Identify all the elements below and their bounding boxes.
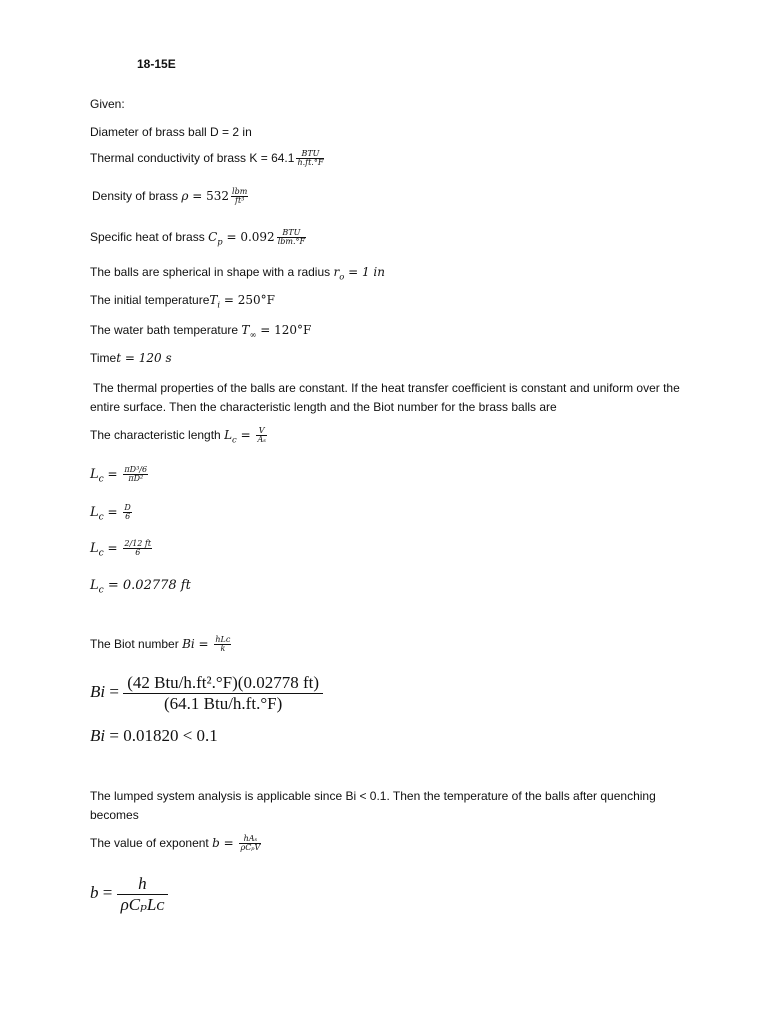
cp-value: = 0.092 (222, 230, 275, 245)
conductivity-unit: $\frac{\text{BTU}}{h.ft.^\circ F}$ (297, 149, 324, 168)
initial-temp-line (90, 293, 275, 309)
ti-value: = 250°F (220, 293, 276, 307)
lc-step-1: $L_c$ = $\frac{\text{πD³/6}}{\text{πD²}}$ (90, 465, 148, 485)
given-heading: Given: (90, 97, 125, 111)
bi-symbol: Bi (182, 637, 195, 652)
tinf-value: = 120°F (256, 323, 312, 337)
conductivity-line (90, 150, 326, 168)
specific-heat-line (90, 229, 308, 247)
biot-result: Bi = 0.01820 < 0.1 (90, 726, 218, 745)
biot-calculation: Bi = (42 Btu/h.ft².°F)(0.02778 ft) (64.1 Btu/h.ft.°F) (90, 673, 323, 715)
density-symbol: ρ (181, 189, 189, 204)
time-label: Time (90, 351, 117, 365)
diameter-line: Diameter of brass ball D = 2 in (90, 125, 252, 139)
lc-result: $L_c = 0.02778$ ft (90, 578, 191, 596)
time-symbol: t (116, 351, 122, 365)
cp-unit: $\frac{\text{BTU}}{\text{lbm.°F}}$ (277, 228, 306, 247)
radius-label: The balls are spherical in shape with a radius (90, 265, 331, 279)
assumption-paragraph: The thermal properties of the balls are constant. If the heat transfer coefficient is constant and uniform over the entire surface. Then the characteristic length and the Biot number for the brass balls are (90, 381, 680, 414)
lumped-paragraph: The lumped system analysis is applicable since Bi < 0.1. Then the temperature of the balls after quenching becomes (90, 789, 656, 822)
lc-step-2: $L_c$ = $\frac{D}{6}$ (90, 503, 131, 523)
lc-fraction: $\frac{V}{\text{Aₛ}}$ (257, 426, 266, 445)
exponent-fraction: $\frac{\text{hAₛ}}{\text{ρCₚV}}$ (240, 834, 261, 853)
exponent-definition: The value of exponent b = $\frac{\text{hAₛ}}{\text{ρCₚV}}$ (90, 834, 261, 853)
density-unit: $\frac{\text{lbm}}{\text{ft³}}$ (232, 187, 248, 206)
lc-symbol: $L_c$ (224, 428, 237, 445)
char-length-label: The characteristic length (90, 428, 221, 443)
problem-id: 18-15E (137, 57, 176, 71)
bath-temp-line (90, 323, 311, 339)
density-line (92, 188, 250, 206)
biot-label: The Biot number (90, 637, 179, 652)
density-label: Density of brass (92, 189, 179, 204)
radius-line (90, 265, 385, 281)
cp-symbol: $C_p$ (208, 230, 223, 247)
conductivity-label: Thermal conductivity of brass K = 64.1 (90, 151, 295, 166)
bath-temp-label: The water bath temperature (90, 323, 239, 337)
time-line (90, 351, 172, 365)
initial-temp-label: The initial temperature (90, 293, 210, 307)
biot-fraction: $\frac{\text{hLᴄ}}{k}$ (215, 635, 231, 654)
radius-value: = 1 in (344, 265, 385, 279)
biot-definition: The Biot number Bi = $\frac{\text{hLᴄ}}{k}$ (90, 635, 231, 654)
specific-heat-label: Specific heat of brass (90, 230, 205, 245)
density-value: = 532 (188, 189, 230, 204)
ti-symbol: $T_i$ (209, 293, 221, 310)
time-value: = 120 s (121, 351, 172, 365)
tinf-symbol: $T_\infty$ (241, 323, 257, 340)
radius-symbol: $r_o$ (333, 265, 345, 282)
exponent-label: The value of exponent (90, 836, 209, 851)
char-length-line: The characteristic length $L_c$ = $\frac{V}{\text{Aₛ}}$ (90, 426, 266, 445)
exponent-formula: b = h ρCₚLᴄ (90, 874, 168, 916)
b-symbol: b (212, 836, 220, 851)
lc-step-3: $L_c$ = $\frac{2/12 ft}{6}$ (90, 539, 152, 559)
